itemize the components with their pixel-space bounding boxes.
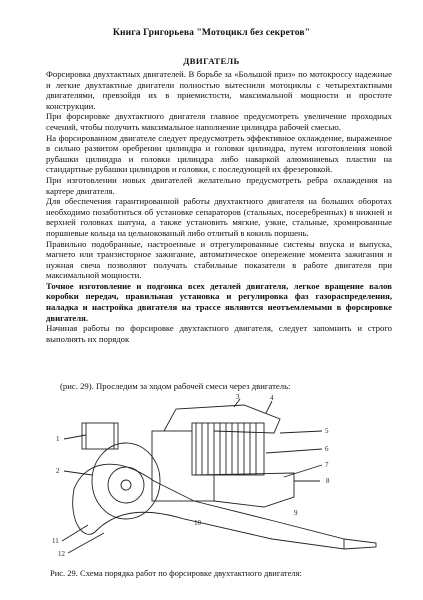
figure-reference: (рис. 29). Проследим за ходом рабочей смеси через двигатель:: [60, 381, 291, 391]
carburetor: [82, 423, 118, 449]
book-title: Книга Григорьева "Мотоцикл без секретов": [112, 27, 311, 38]
figure-label: 3: [236, 393, 240, 401]
figure-label: 10: [194, 519, 201, 527]
paragraph: При форсировке двухтактного двигателя главное предусмотреть увеличение проходных сечений, чтобы получить максимальное наполнение цилиндра рабочей смесью.: [46, 111, 392, 132]
paragraph: Для обеспечения гарантированной работы двухтактного двигателя на больших оборотах необходимо позаботиться об установке сепараторов (стальных, посеребренных) в нижней и верхней головках шатуна, а также установить мягкие, узкие, стальные, хромированные поршневые кольца на цельнокованый либо отлитый в кокиль поршень.: [46, 196, 392, 238]
section-title: ДВИГАТЕЛЬ: [183, 56, 240, 66]
figure-caption: Рис. 29. Схема порядка работ по форсировке двухтактного двигателя:: [50, 568, 302, 578]
figure-label: 8: [326, 477, 330, 485]
crankshaft: [108, 467, 144, 503]
figure-label: 11: [52, 537, 59, 545]
body-text: [46, 69, 392, 344]
figure-label: 12: [58, 550, 65, 558]
figure-label: 4: [270, 394, 274, 402]
figure-label: 7: [325, 461, 329, 469]
figure-label: 6: [325, 445, 329, 453]
figure-label: 5: [325, 427, 329, 435]
paragraph: На форсированном двигателе следует предусмотреть эффективное охлаждение, выраженное в сильно развитом оребрении цилиндра и головки цилиндра, путем изготовления новой рубашки цилиндра и головки цилиндра либо наваркой алюминиевых пластин на стандартные рубашки цилиндров и головки, с последующей их фрезеровкой.: [46, 132, 392, 175]
paragraph: При изготовлении новых двигателей желательно предусмотреть ребра охлаждения на картере двигателя.: [46, 174, 392, 196]
exhaust-pipe: [73, 464, 344, 549]
figure-label: 1: [56, 435, 60, 443]
figure-label: 2: [56, 467, 60, 475]
paragraph: Правильно подобранные, настроенные и отрегулированные системы впуска и выпуска, магнето или транзисторное зажигание, автоматическое опережение момента зажигания и нужная свеча позволяют получать стабильные показатели в работе двигателя при максимальной мощности.: [46, 238, 392, 281]
paragraph: Форсировка двухтактных двигателей. В борьбе за «Большой приз» по мотокроссу надежные и легкие двухтактные двигатели полностью вытеснили мотоциклы с четырехтактными двигателями, превзойдя их в приемистости, максимальной мощности и простоте конструкции.: [46, 69, 392, 111]
engine-diagram-figure: [44, 393, 384, 559]
figure-label: 9: [294, 509, 298, 517]
gearbox: [194, 473, 294, 507]
paragraph-bold: Точное изготовление и подгонка всех деталей двигателя, легкое вращение валов коробки передач, правильная установка и регулировка фаз газораспределения, наладка и настройка двигателя на трассе являются неотъемлемыми в форсировке двигателя.: [46, 280, 392, 323]
crankcase: [92, 443, 160, 519]
paragraph: Начиная работы по форсировке двухтактного двигателя, следует запомнить и строго выполнять их порядок: [46, 323, 392, 344]
cooling-fins: [192, 423, 264, 475]
